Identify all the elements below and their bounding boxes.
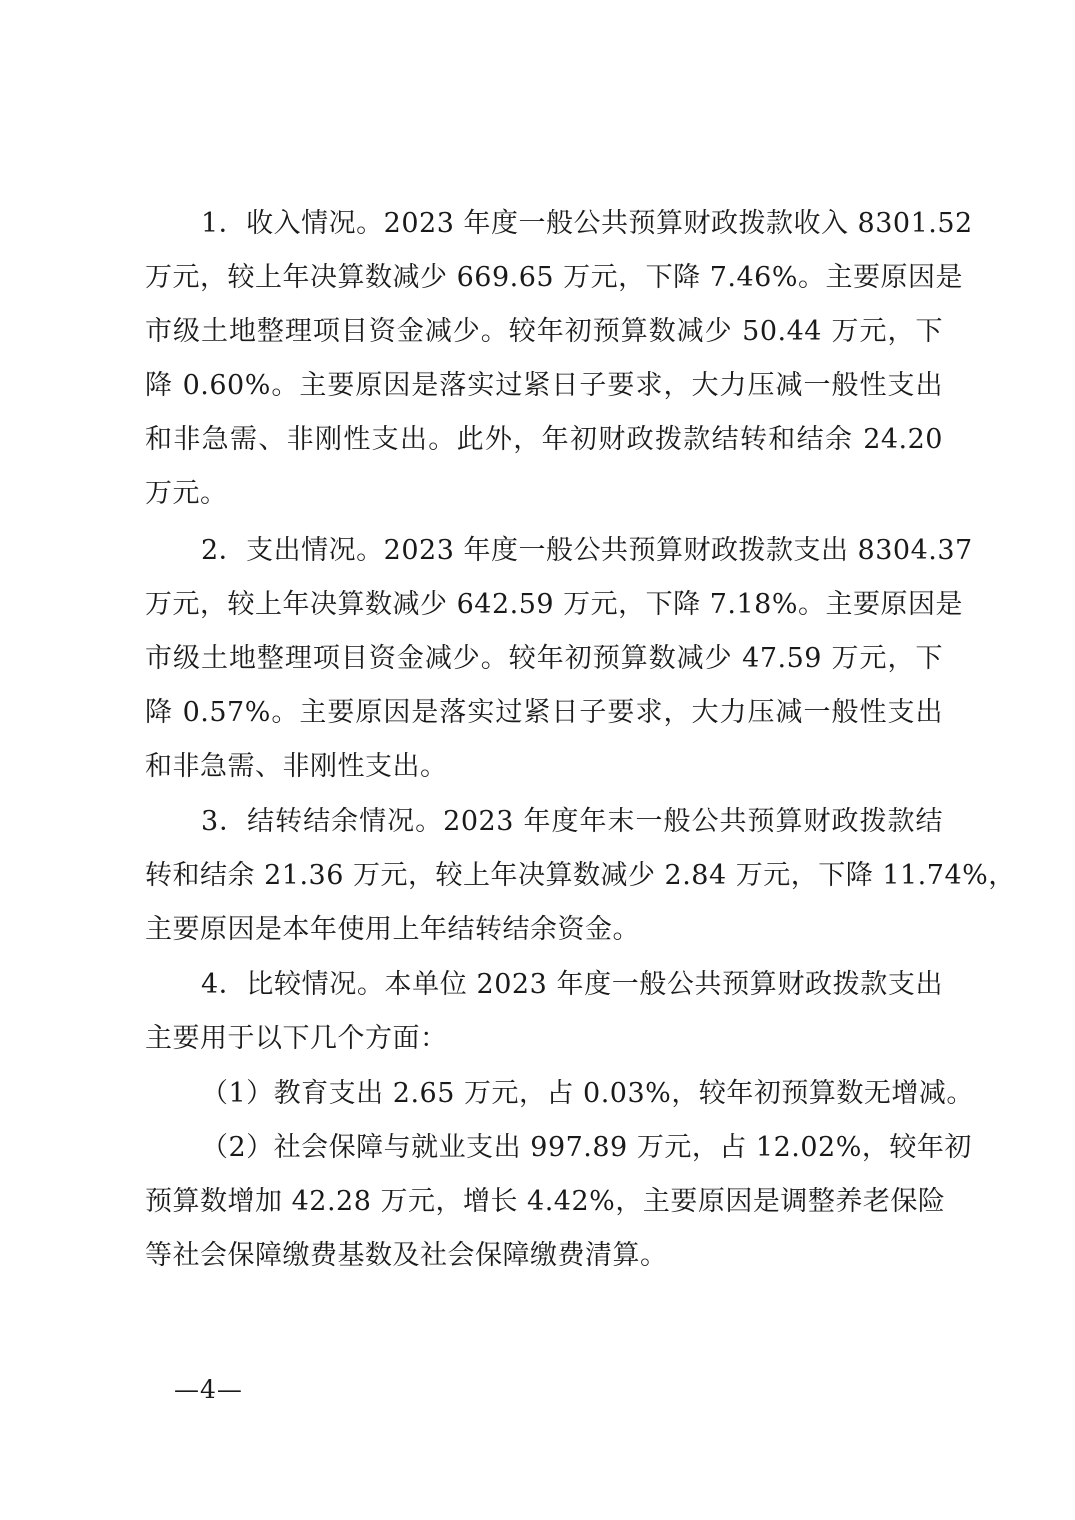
paragraph-4-line-2: 主要用于以下几个方面：	[145, 1023, 448, 1054]
paragraph-1-line-1: 1．收入情况。2023 年度一般公共预算财政拨款收入 8301.52	[201, 208, 973, 239]
paragraph-2-line-4: 降 0.57%。主要原因是落实过紧日子要求，大力压减一般性支出	[145, 697, 943, 728]
paragraph-3-line-2: 转和结余 21.36 万元，较上年决算数减少 2.84 万元，下降 11.74%，	[145, 860, 1016, 891]
page-number: —4—	[174, 1375, 243, 1404]
paragraph-1-line-6: 万元。	[145, 478, 228, 509]
item-2-line-3: 等社会保障缴费基数及社会保障缴费清算。	[145, 1240, 668, 1271]
paragraph-2-line-3: 市级土地整理项目资金减少。较年初预算数减少 47.59 万元，下	[145, 643, 943, 674]
paragraph-4-line-1: 4．比较情况。本单位 2023 年度一般公共预算财政拨款支出	[201, 969, 943, 1000]
paragraph-1-line-5: 和非急需、非刚性支出。此外，年初财政拨款结转和结余 24.20	[145, 424, 943, 455]
item-1-line-1: （1）教育支出 2.65 万元，占 0.03%，较年初预算数无增减。	[201, 1078, 974, 1109]
paragraph-2-line-1: 2．支出情况。2023 年度一般公共预算财政拨款支出 8304.37	[201, 535, 973, 566]
paragraph-3-line-1: 3．结转结余情况。2023 年度年末一般公共预算财政拨款结	[201, 806, 943, 837]
paragraph-1-line-3: 市级土地整理项目资金减少。较年初预算数减少 50.44 万元，下	[145, 316, 943, 347]
paragraph-1-line-2: 万元，较上年决算数减少 669.65 万元，下降 7.46%。主要原因是	[145, 262, 963, 293]
paragraph-2-line-5: 和非急需、非刚性支出。	[145, 751, 448, 782]
item-2-line-1: （2）社会保障与就业支出 997.89 万元，占 12.02%，较年初	[201, 1132, 972, 1163]
paragraph-2-line-2: 万元，较上年决算数减少 642.59 万元，下降 7.18%。主要原因是	[145, 589, 963, 620]
paragraph-3-line-3: 主要原因是本年使用上年结转结余资金。	[145, 914, 640, 945]
item-2-line-2: 预算数增加 42.28 万元，增长 4.42%，主要原因是调整养老保险	[145, 1186, 946, 1217]
paragraph-1-line-4: 降 0.60%。主要原因是落实过紧日子要求，大力压减一般性支出	[145, 370, 943, 401]
